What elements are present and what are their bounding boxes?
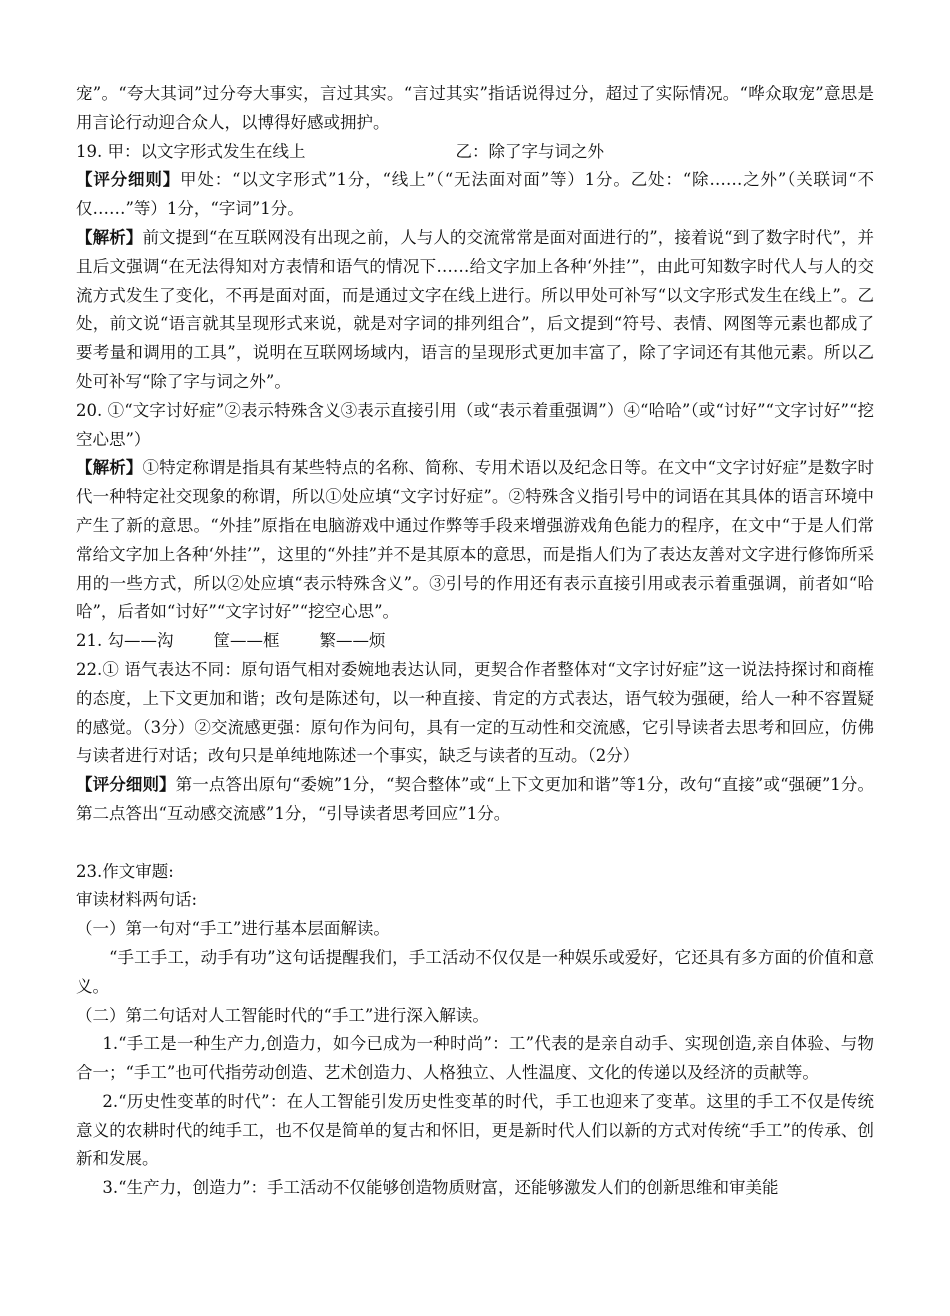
q20-analysis [76, 454, 874, 627]
q23-title: 23.作文审题: [76, 861, 174, 881]
q20-analysis-text: ①特定称谓是指具有某些特点的名称、简称、专用术语以及纪念日等。在文中“文字讨好症”是数字时代一种特定社交现象的称谓，所以①处应填“文字讨好症”。②特殊含义指引号中的词语在其具体的语言环境中产生了新的意思。“外挂”原指在电脑游戏中通过作弊等手段来增强游戏角色能力的程序，在文中“于是人们常常给文字加上各种‘外挂’”，这里的“外挂”并不是其原本的意思，而是指人们为了表达友善对文字进行修饰所采用的一些方式，所以②处应填“表示特殊含义”。③引号的作用还有表示直接引用或表示着重强调，前者如“哈哈”，后者如“讨好”“文字讨好”“挖空心思”。 [76, 458, 874, 622]
q19-analysis-text: 前文提到“在互联网没有出现之前，人与人的交流常常是面对面进行的”，接着说“到了数字时代”，并且后文强调“在无法得知对方表情和语气的情况下……给文字加上各种‘外挂’”，由此可知数字时代人与人的交流方式发生了变化，不再是面对面，而是通过文字在线上进行。所以甲处可补写“以文字形式发生在线上”。乙处，前文说“语言就其呈现形式来说，就是对字词的排列组合”，后文提到“符号、表情、网图等元素也都成了要考量和调用的工具”，说明在互联网场域内，语言的呈现形式更加丰富了，除了字词还有其他元素。所以乙处可补写“除了字与词之外”。 [76, 227, 875, 391]
rubric-tag: 【评分细则】 [76, 170, 181, 190]
q19-rubric-text: 甲处：“以文字形式”1分，“线上”（“无法面对面”等）1分。乙处：“除……之外”（关联词“不仅……”等）1分，“字词”1分。 [76, 170, 874, 219]
q23-item-1: 1.“手工是一种生产力,创造力，如今已成为一种时尚”：工”代表的是亲自动手、实现创造,亲自体验、与物合一；“手工”也可代指劳动创造、艺术创造力、人格独立、人性温度、文化的传递以及经济的贡献等。 [76, 1034, 874, 1083]
q23-part2-heading: （二）第二句话对人工智能时代的“手工”进行深入解读。 [76, 1005, 489, 1025]
intro-paragraph: 宠”。“夸大其词”过分夸大事实，言过其实。“言过其实”指话说得过分，超过了实际情况。“哗众取宠”意思是用言论行动迎合众人，以博得好感或拥护。 [76, 84, 874, 132]
spacer [76, 829, 874, 858]
q21-item: 繁——烦 [319, 631, 386, 651]
q21-number: 21. [76, 631, 103, 651]
q23-part1-text: “手工手工，动手有功”这句话提醒我们，手工活动不仅仅是一种娱乐或爱好，它还具有多方面的价值和意义。 [76, 947, 874, 996]
q19-answer-a: 19. 甲：以文字形式发生在线上 [76, 141, 306, 161]
q21-answer [76, 627, 874, 656]
rubric-tag: 【评分细则】 [76, 775, 176, 795]
q21-item: 筐——框 [213, 631, 280, 651]
q21-item: 勾——沟 [107, 631, 174, 651]
q23-item-2: 2.“历史性变革的时代”：在人工智能引发历史性变革的时代，手工也迎来了变革。这里的手工不仅是传统意义的农耕时代的纯手工，也不仅是简单的复古和怀旧，更是新时代人们以新的方式对传统“手工”的传承、创新和发展。 [76, 1091, 874, 1169]
q22-rubric [76, 771, 874, 829]
q19-analysis [76, 224, 874, 397]
q19-answer-b: 乙：除了字与词之外 [455, 141, 604, 161]
q19-answer [76, 138, 874, 167]
q22-rubric-text: 第一点答出原句“委婉”1分，“契合整体”或“上下文更加和谐”等1分，改句“直接”或“强硬”1分。第二点答出“互动感交流感”1分，“引导读者思考回应”1分。 [76, 775, 874, 823]
analysis-tag: 【解析】 [76, 227, 143, 247]
analysis-tag: 【解析】 [76, 458, 143, 478]
q23-subtitle: 审读材料两句话: [76, 890, 198, 910]
q23-item-3: 3.“生产力，创造力”：手工活动不仅能够创造物质财富，还能够激发人们的创新思维和审美能 [102, 1178, 779, 1198]
q23-part1-heading: （一）第一句对“手工”进行基本层面解读。 [76, 919, 390, 939]
q19-rubric [76, 166, 874, 224]
q20-answer: 20. ①“文字讨好症”②表示特殊含义③表示直接引用（或“表示着重强调”）④“哈哈”（或“讨好”“文字讨好”“挖空心思”） [76, 400, 874, 449]
document-page [76, 80, 874, 1203]
q22-answer: 22.① 语气表达不同：原句语气相对委婉地表达认同，更契合作者整体对“文字讨好症”这一说法持探讨和商榷的态度，上下文更加和谐；改句是陈述句，以一种直接、肯定的方式表达，语气较为强硬，给人一种不容置疑的感觉。（3分）②交流感更强：原句作为问句，具有一定的互动性和交流感，它引导读者去思考和回应，仿佛与读者进行对话；改句只是单纯地陈述一个事实，缺乏与读者的互动。（2分） [76, 659, 874, 766]
